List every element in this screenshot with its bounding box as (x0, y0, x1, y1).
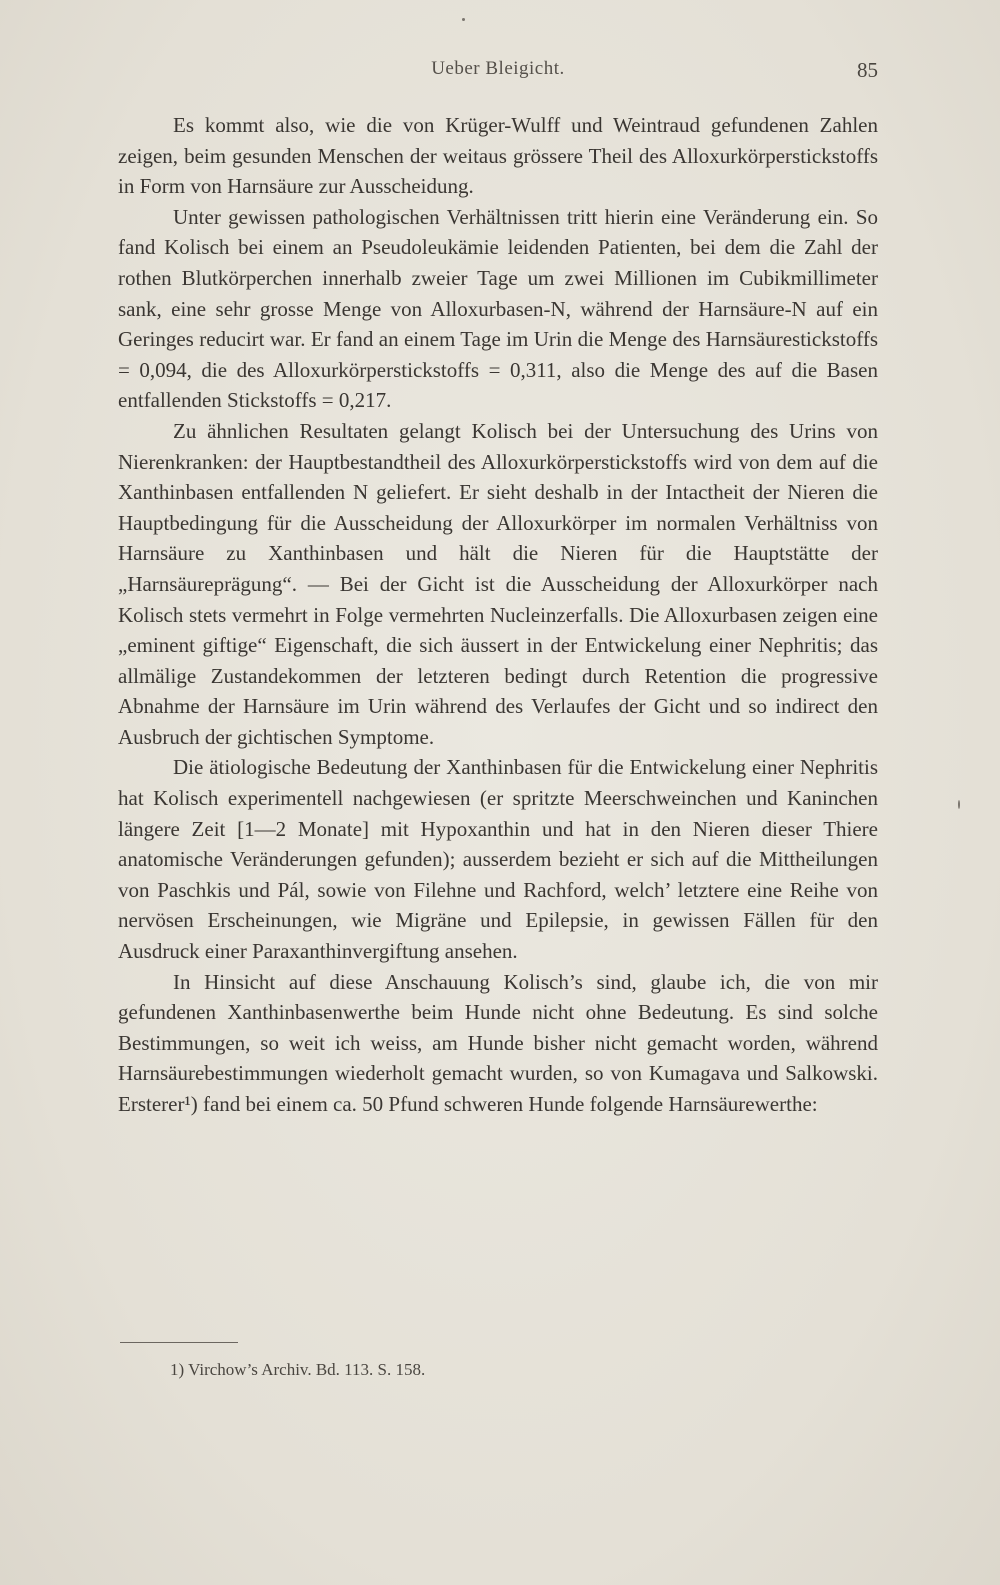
body-text (118, 110, 878, 1120)
paragraph-1: Es kommt also, wie die von Krüger-Wulff und Weintraud gefundenen Zahlen zeigen, beim gesunden Menschen der weitaus grössere Theil des Alloxurkörperstickstoffs in Form von Harnsäure zur Ausscheidung. (118, 113, 878, 199)
paragraph-4: Die ätiologische Bedeutung der Xanthinbasen für die Entwickelung einer Nephritis hat Kolisch experimentell nachgewiesen (er spritzte Meerschweinchen und Kaninchen längere Zeit [1—2 Monate] mit Hypoxanthin und hat in den Nieren dieser Thiere anatomische Veränderungen gefunden); ausserdem bezieht er sich auf die Mittheilungen von Paschkis und Pál, sowie von Filehne und Rachford, welch’ letztere eine Reihe von nervösen Erscheinungen, wie Migräne und Epilepsie, in gewissen Fällen für den Ausdruck einer Paraxanthinvergiftung ansehen. (118, 755, 878, 964)
running-title: Ueber Bleigicht. (431, 58, 565, 79)
paper-speck (958, 800, 960, 809)
paragraph-5: In Hinsicht auf diese Anschauung Kolisch’s sind, glaube ich, die von mir gefundenen Xanthinbasenwerthe beim Hunde nicht ohne Bedeutung. Es sind solche Bestimmungen, so weit ich weiss, am Hunde bisher nicht gemacht worden, während Harnsäurebestimmungen wiederholt gemacht wurden, so von Kumagava und Salkowski. Ersterer¹) fand bei einem ca. 50 Pfund schweren Hunde folgende Harnsäurewerthe: (118, 969, 878, 1116)
page-number: 85 (857, 58, 878, 82)
footnote-rule (120, 1342, 238, 1343)
footnote: 1) Virchow’s Archiv. Bd. 113. S. 158. (170, 1360, 426, 1379)
paragraph-2: Unter gewissen pathologischen Verhältnissen tritt hierin eine Veränderung ein. So fand Kolisch bei einem an Pseudoleukämie leidenden Patienten, bei dem die Zahl der rothen Blutkörperchen innerhalb zweier Tage um zwei Millionen im Cubikmillimeter sank, eine sehr grosse Menge von Alloxurbasen-N, während der Harnsäure-N auf ein Geringes reducirt war. Er fand an einem Tage im Urin die Menge des Harnsäurestickstoffs = 0,094, die des Alloxurkörperstickstoffs = 0,311, also die Menge des auf die Basen entfallenden Stickstoffs = 0,217. (118, 204, 878, 413)
paper-speck (462, 18, 465, 21)
paragraph-3: Zu ähnlichen Resultaten gelangt Kolisch bei der Untersuchung des Urins von Nierenkranken: der Hauptbestandtheil des Alloxurkörperstickstoffs wird von dem auf die Xanthinbasen entfallenden N geliefert. Er sieht deshalb in der Intactheit der Nieren die Hauptbedingung für die Ausscheidung der Alloxurkörper im normalen Verhältniss von Harnsäure zu Xanthinbasen und hält die Nieren für die Hauptstätte der „Harnsäureprägung“. — Bei der Gicht ist die Ausscheidung der Alloxurkörper nach Kolisch stets vermehrt in Folge vermehrten Nucleinzerfalls. Die Alloxurbasen zeigen eine „eminent giftige“ Eigenschaft, die sich äussert in der Entwickelung einer Nephritis; das allmälige Zustandekommen der letzteren bedingt durch Retention die progressive Abnahme der Harnsäure im Urin während des Verlaufes der Gicht und so indirect den Ausbruch der gichtischen Symptome. (118, 418, 878, 749)
running-head (118, 58, 878, 88)
